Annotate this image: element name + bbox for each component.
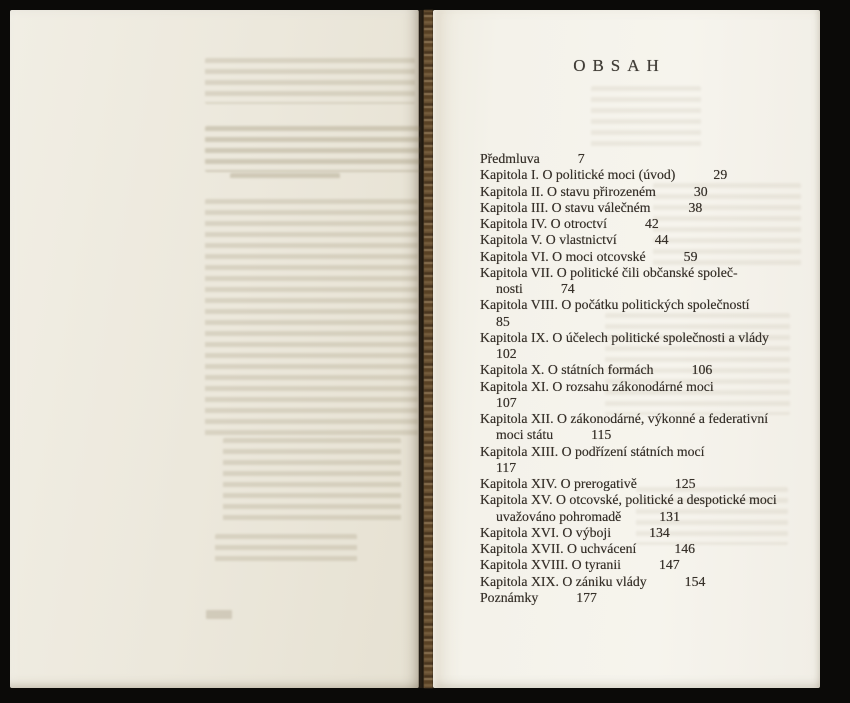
toc-entry-text: nosti <box>496 281 523 296</box>
toc-entry-text: Předmluva <box>480 151 540 166</box>
toc-line <box>480 427 810 443</box>
toc-page-number: 44 <box>654 232 669 248</box>
toc-page-number: 131 <box>659 508 680 524</box>
toc-page-number: 42 <box>644 216 659 231</box>
toc-line <box>480 151 810 167</box>
toc-line <box>480 330 810 346</box>
toc-page-number: 125 <box>674 476 696 491</box>
toc-line <box>480 249 810 265</box>
toc-line <box>480 200 810 216</box>
page-edge-torn <box>424 10 433 688</box>
toc-page-number: 107 <box>496 394 517 410</box>
toc-entry-text: Kapitola III. O stavu válečném <box>480 199 651 215</box>
toc-page-number: 147 <box>659 557 680 573</box>
toc-entry-text: Kapitola XVII. O uchvácení <box>480 541 637 556</box>
toc-entry-text: Kapitola VIII. O počátku politických společností <box>480 297 750 313</box>
toc-entry-text: Kapitola XII. O zákonodárné, výkonné a federativní <box>480 411 769 426</box>
toc-entry-text: uvažováno pohromadě <box>496 508 622 524</box>
toc-page-number: 115 <box>591 427 612 443</box>
toc-page-number: 29 <box>713 167 728 183</box>
toc-line <box>480 525 810 541</box>
toc-page-number: 134 <box>649 524 670 540</box>
toc-line <box>480 476 810 492</box>
bleedthrough-text <box>230 173 340 182</box>
toc-line <box>480 492 810 508</box>
toc-page-number: 7 <box>577 151 585 166</box>
toc-line <box>480 411 810 427</box>
toc-entry-text: Kapitola V. O vlastnictví <box>480 232 617 248</box>
toc-entry-text: moci státu <box>496 427 554 443</box>
toc-line <box>480 557 810 573</box>
bleedthrough-text <box>205 58 415 104</box>
bleedthrough-text <box>205 199 418 437</box>
toc-entry-text: Kapitola XIII. O podřízení státních mocí <box>480 443 705 459</box>
toc-entry-text: Kapitola XIV. O prerogativě <box>480 476 637 491</box>
toc-list <box>480 151 810 606</box>
toc-entry-text: Kapitola II. O stavu přirozeném <box>480 183 656 199</box>
toc-line <box>480 184 810 200</box>
toc-line <box>480 444 810 460</box>
toc-entry-text: Kapitola XVIII. O tyranii <box>480 557 621 573</box>
bleedthrough-page-number <box>206 610 232 619</box>
bleedthrough-text <box>223 438 401 522</box>
toc-line <box>480 509 810 525</box>
toc-line <box>480 379 810 395</box>
toc-line <box>480 232 810 248</box>
bleedthrough-text <box>205 126 420 172</box>
toc-page-number: 59 <box>683 248 698 264</box>
toc-entry-text: Kapitola VI. O moci otcovské <box>480 248 646 264</box>
bleedthrough-text <box>215 534 357 566</box>
toc-line <box>480 395 810 411</box>
right-page <box>433 10 820 688</box>
toc-page-number: 85 <box>496 313 510 329</box>
toc-page-number: 146 <box>674 541 696 556</box>
toc-entry-text: Kapitola XI. O rozsahu zákonodárné moci <box>480 378 714 394</box>
bleedthrough-text <box>591 86 701 152</box>
toc-entry-text: Kapitola VII. O politické čili občanské společ- <box>480 264 738 280</box>
toc-entry-text: Kapitola IX. O účelech politické společnosti a vlády <box>480 329 769 345</box>
toc-entry-text: Kapitola X. O státních formách <box>480 362 654 378</box>
toc-entry-text: Kapitola XVI. O výboji <box>480 524 612 540</box>
toc-entry-text: Kapitola I. O politické moci (úvod) <box>480 167 676 183</box>
toc-page-number: 30 <box>693 183 708 199</box>
toc-line <box>480 314 810 330</box>
toc-page-number: 154 <box>684 573 706 589</box>
toc-line <box>480 590 810 606</box>
toc-line <box>480 541 810 557</box>
toc-entry-text: Kapitola XIX. O zániku vlády <box>480 573 647 589</box>
toc-page-number: 74 <box>560 281 575 296</box>
toc-line <box>480 297 810 313</box>
toc-entry-text: Poznámky <box>480 589 539 605</box>
toc-line <box>480 574 810 590</box>
toc-line <box>480 362 810 378</box>
toc-page-number: 38 <box>688 199 703 215</box>
toc-title: OBSAH <box>573 56 666 75</box>
toc-line <box>480 167 810 183</box>
toc-page-number: 102 <box>496 346 517 361</box>
toc-line <box>480 265 810 281</box>
toc-line <box>480 281 810 297</box>
left-page <box>10 10 419 688</box>
toc-line <box>480 460 810 476</box>
toc-entry-text: Kapitola XV. O otcovské, politické a despotické moci <box>480 492 777 508</box>
toc-line <box>480 346 810 362</box>
toc-entry-text: Kapitola IV. O otroctví <box>480 216 607 231</box>
toc-line <box>480 216 810 232</box>
toc-page-number: 177 <box>576 589 597 605</box>
toc-page-number: 117 <box>496 459 517 475</box>
toc-page-number: 106 <box>691 362 713 378</box>
